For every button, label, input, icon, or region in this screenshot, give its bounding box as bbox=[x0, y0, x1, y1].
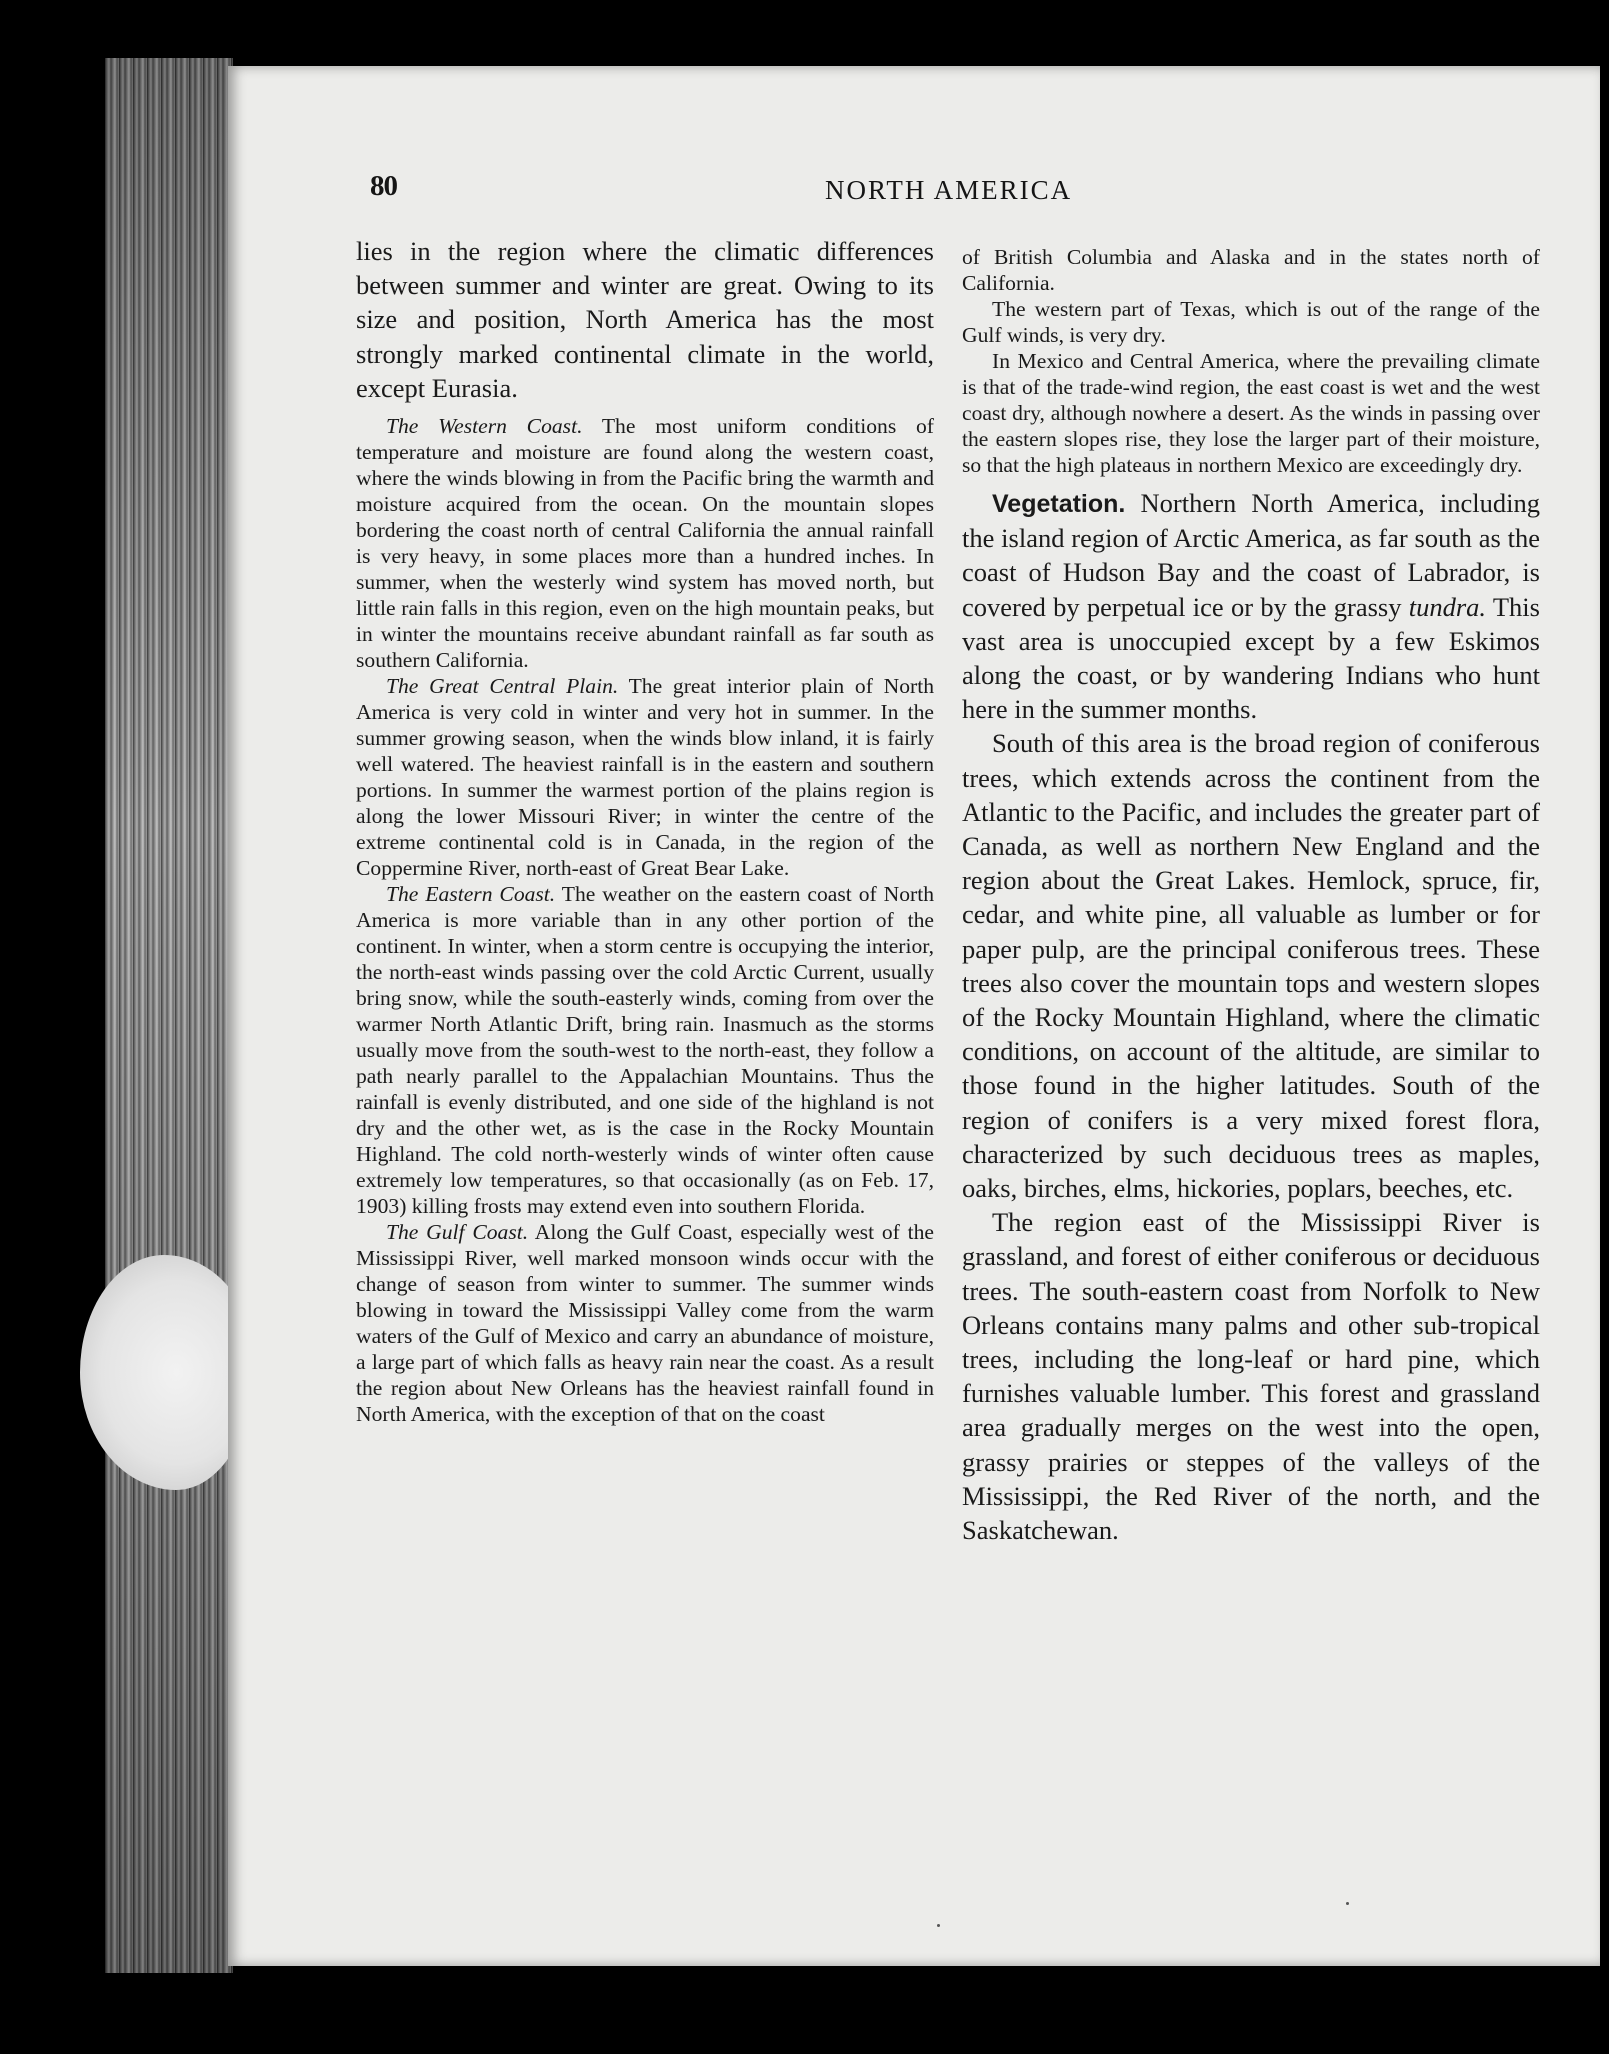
eastern-coast-text: The weather on the eastern coast of North America is more variable than in any other portion of the continent. In winter, when a storm centre is occupying the interior, the north-east winds passing over the cold Arctic Current, usually bring snow, while the south-easterly winds, coming from over the warmer North Atlantic Drift, bring rain. Inasmuch as the storms usually move from the south-west to the north-east, they follow a path nearly parallel to the Appalachian Mountains. Thus the rainfall is evenly distributed, and one side of the highland is not dry and the other wet, as is the case in the Rocky Mountain Highland. The cold north-westerly winds of winter often cause extremely low temperatures, so that occasionally (as on Feb. 17, 1903) killing frosts may extend even into southern Florida. bbox=[356, 882, 934, 1219]
western-coast-paragraph bbox=[356, 413, 934, 673]
gulf-coast-paragraph bbox=[356, 1219, 934, 1427]
gulf-coast-text: Along the Gulf Coast, especially west of the Mississippi River, well marked monsoon winds occur with the change of season from winter to summer. The summer winds blowing in toward the Mississippi Valley come from the warm waters of the Gulf of Mexico and carry an abundance of moisture, a large part of which falls as heavy rain near the coast. As a result the region about New Orleans has the heaviest rainfall found in North America, with the exception of that on the coast bbox=[356, 1220, 934, 1427]
vegetation-heading: Vegetation. bbox=[992, 490, 1126, 518]
intro-paragraph: lies in the region where the climatic differences between summer and winter are great. Owing to its size and position, North America has the most strongly marked continental climate in the world, except Eurasia. bbox=[356, 236, 934, 403]
central-plain-text: The great interior plain of North America is very cold in winter and very hot in summer. In the summer growing season, when the winds blow inland, it is fairly well watered. The heaviest rainfall is in the eastern and southern portions. In summer the warmest portion of the plains region is along the lower Missouri River; in winter the centre of the extreme continental cold is in Canada, in the region of the Coppermine River, north-east of Great Bear Lake. bbox=[356, 674, 935, 881]
western-coast-text: The most uniform conditions of temperature and moisture are found along the western coast, where the winds blowing in from the Pacific bring the warmth and moisture acquired from the ocean. On the mountain slopes bordering the coast north of central California the annual rainfall is very heavy, in some places more than a hundred inches. In summer, when the westerly wind system has moved north, but little rain falls in this region, even on the high mountain peaks, but in winter the mountains receive abundant rainfall as far south as southern California. bbox=[356, 414, 934, 673]
book-spine bbox=[105, 58, 233, 1973]
eastern-coast-paragraph bbox=[356, 881, 934, 1219]
paper-speck bbox=[1346, 1902, 1349, 1905]
paper-speck bbox=[937, 1924, 940, 1927]
mississippi-paragraph: The region east of the Mississippi River is grassland, and forest of either coniferous or deciduous trees. The south-eastern coast from Norfolk to New Orleans contains many palms and other sub-tropical trees, including the long-leaf or hard pine, which furnishes valuable lumber. This forest and grassland area gradually merges on the west into the open, grassy prairies or steppes of the valleys of the Mississippi, the Red River of the north, and the Saskatchewan. bbox=[962, 1207, 1540, 1546]
texas-paragraph: The western part of Texas, which is out of the range of the Gulf winds, is very dry. bbox=[962, 297, 1540, 347]
vegetation-text-2: This vast area is unoccupied except by a few Eskimos along the coast, or by wandering Indians who hunt here in the summer months. bbox=[962, 591, 1540, 725]
continuation-paragraph: of British Columbia and Alaska and in the states north of California. bbox=[962, 245, 1540, 295]
tundra-term: tundra. bbox=[1408, 591, 1487, 622]
vegetation-paragraph bbox=[962, 486, 1540, 726]
page-header bbox=[370, 170, 1190, 220]
central-plain-paragraph bbox=[356, 673, 934, 881]
page-number: 80 bbox=[370, 170, 397, 202]
central-plain-heading: The Great Central Plain. bbox=[386, 674, 619, 699]
running-title: NORTH AMERICA bbox=[825, 175, 1073, 205]
left-column bbox=[356, 234, 934, 1427]
right-column bbox=[962, 244, 1540, 1547]
eastern-coast-heading: The Eastern Coast. bbox=[386, 882, 556, 907]
mexico-paragraph: In Mexico and Central America, where the prevailing climate is that of the trade-wind region, the east coast is wet and the west coast dry, although nowhere a desert. As the winds in passing over the eastern slopes rise, they lose the larger part of their moisture, so that the high plateaus in northern Mexico are exceedingly dry. bbox=[962, 349, 1540, 477]
western-coast-heading: The Western Coast. bbox=[386, 414, 583, 439]
coniferous-paragraph: South of this area is the broad region of coniferous trees, which extends across the continent from the Atlantic to the Pacific, and includes the greater part of Canada, as well as northern New England and the region about the Great Lakes. Hemlock, spruce, fir, cedar, and white pine, all valuable as lumber or for paper pulp, are the principal coniferous trees. These trees also cover the mountain tops and western slopes of the Rocky Mountain Highland, where the climatic conditions, on account of the altitude, are similar to those found in the higher latitudes. South of the region of conifers is a very mixed forest flora, characterized by such deciduous trees as maples, oaks, birches, elms, hickories, poplars, beeches, etc. bbox=[962, 728, 1540, 1204]
gulf-coast-heading: The Gulf Coast. bbox=[386, 1220, 529, 1245]
vegetation-text-1: Northern North America, including the island region of Arctic America, as far south as the coast of Hudson Bay and the coast of Labrador, is covered by perpetual ice or by the grassy bbox=[962, 488, 1540, 622]
